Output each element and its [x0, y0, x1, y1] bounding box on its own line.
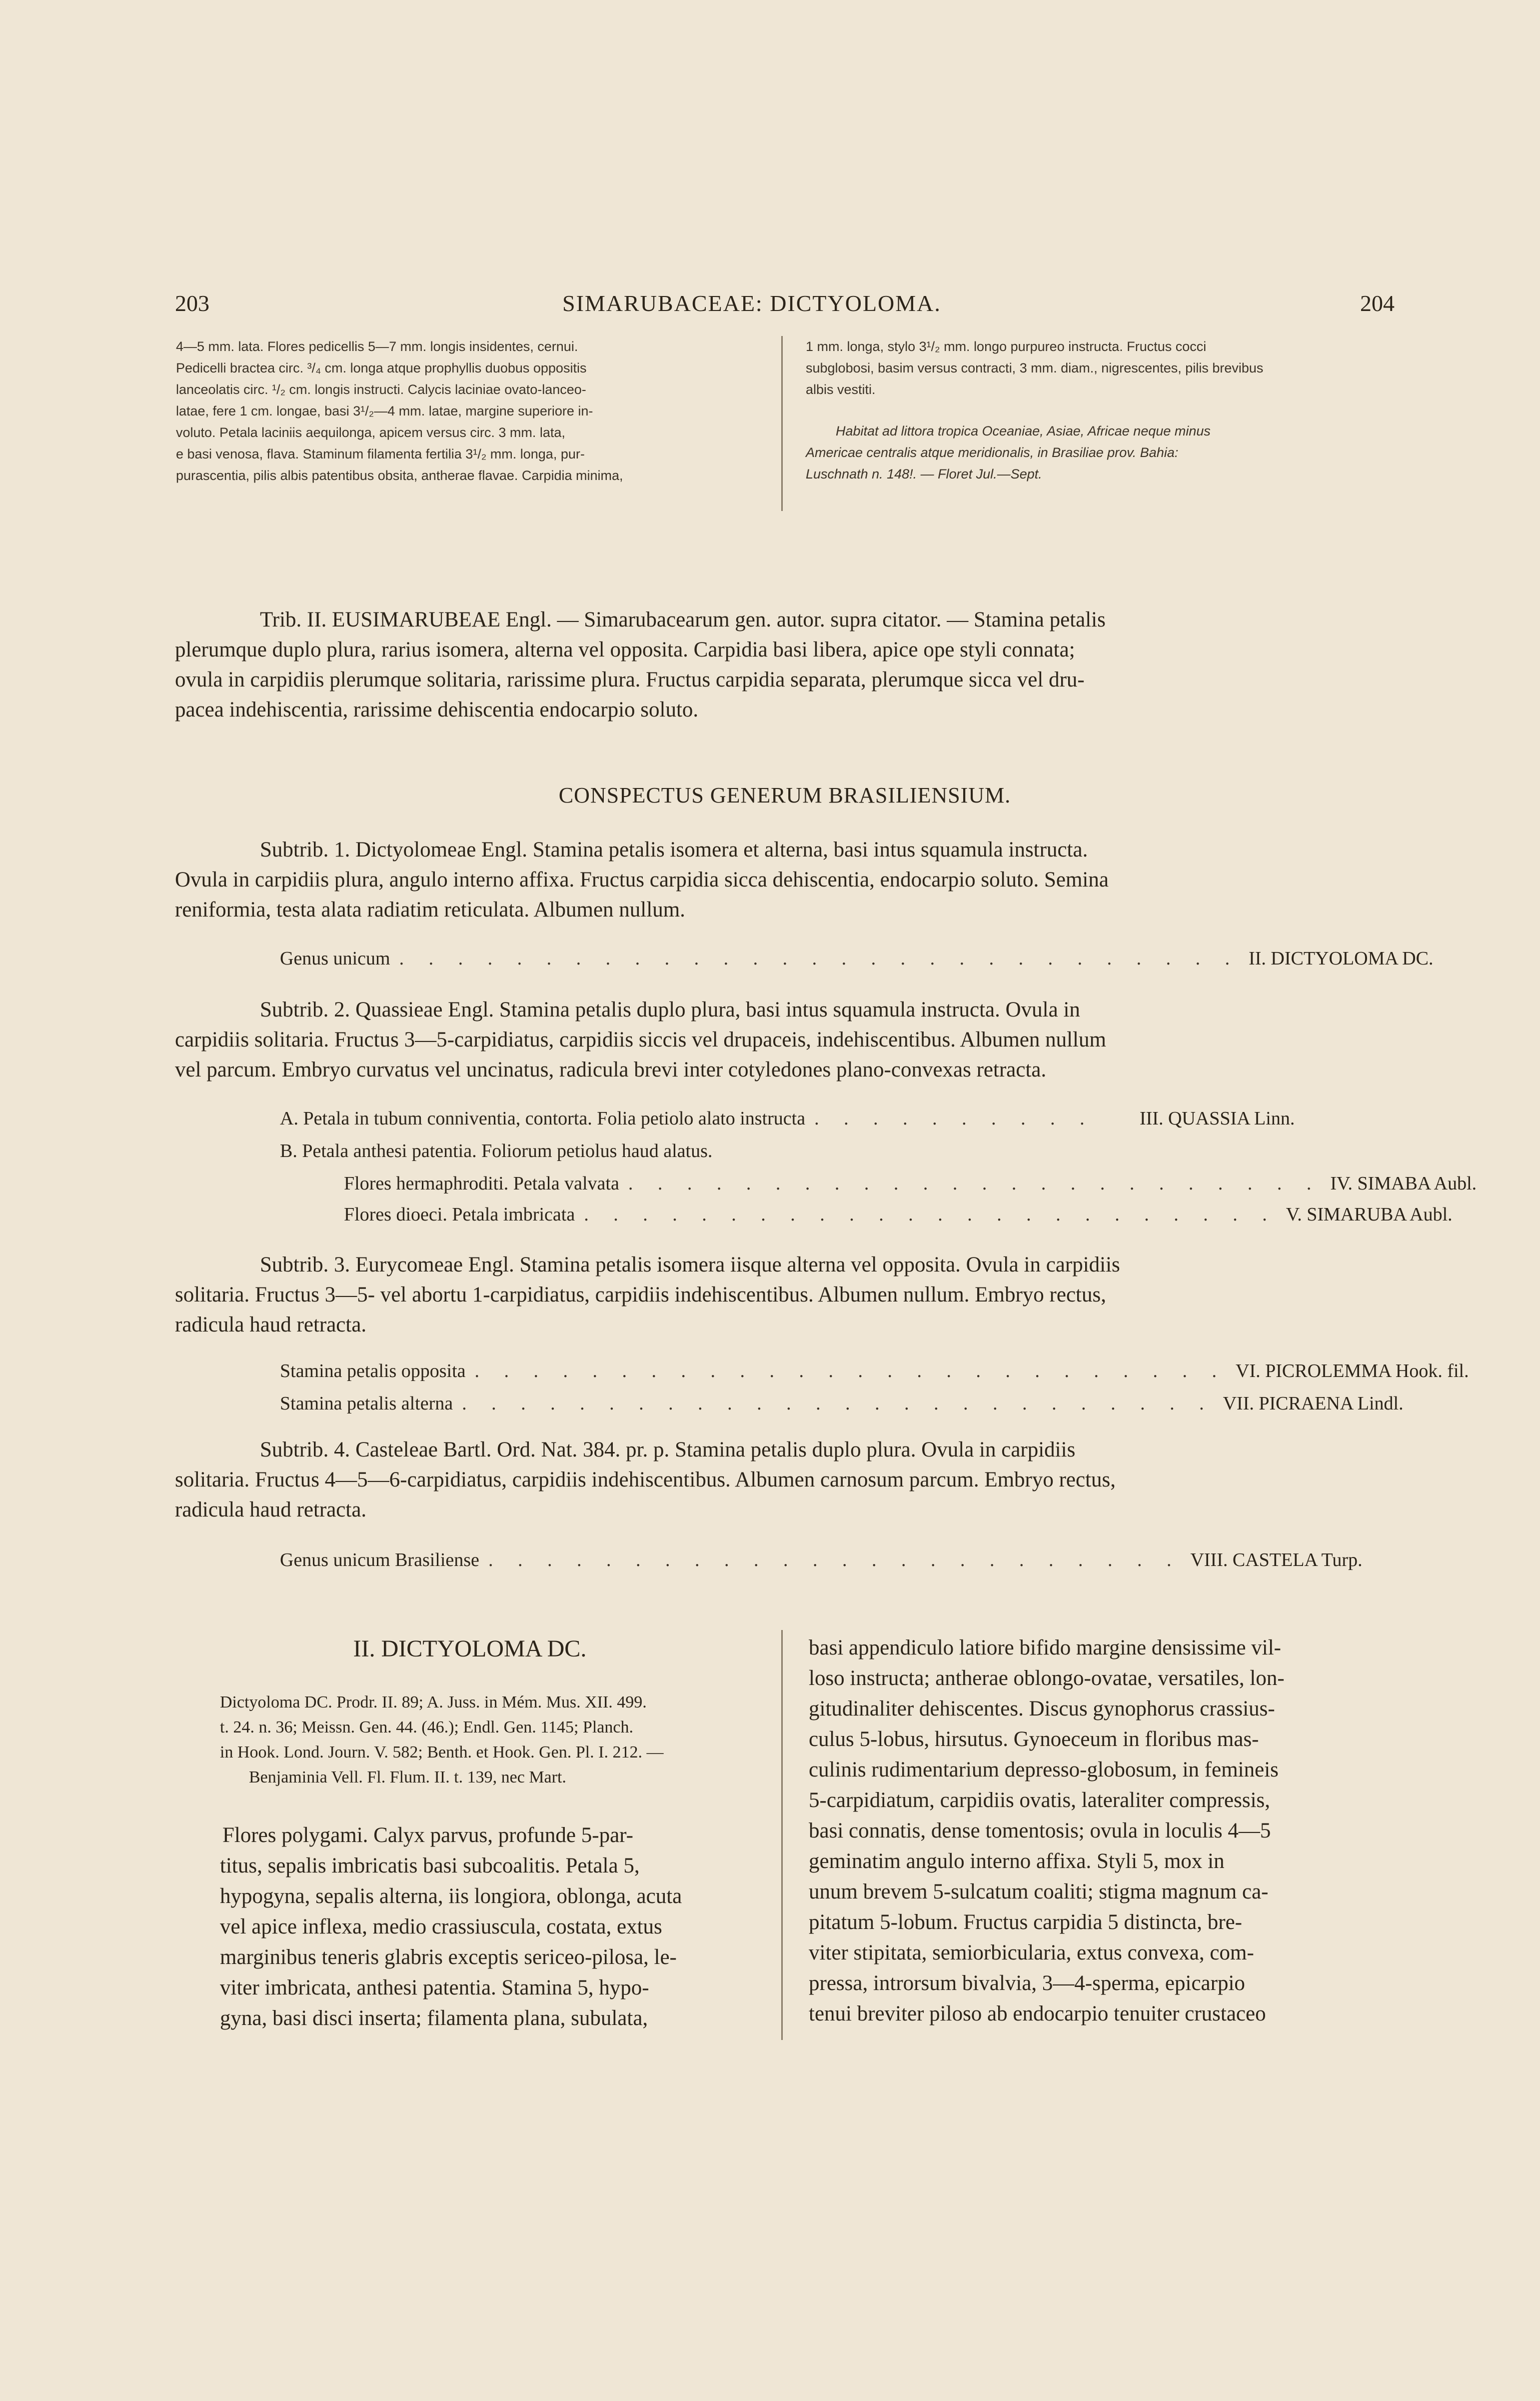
text-line: geminatim angulo interno affixa. Styli 5, mox in	[809, 1850, 1225, 1873]
text-line: vel parcum. Embryo curvatus vel uncinatus, radicula brevi inter cotyledones plano-convexas retracta.	[175, 1058, 1047, 1082]
genus-description-right	[809, 1632, 1399, 2029]
text-line: purascentia, pilis albis patentibus obsita, antherae flavae. Carpidia minima,	[176, 468, 623, 483]
text-line: voluto. Petala laciniis aequilonga, apicem versus circ. 3 mm. lata,	[176, 425, 565, 440]
running-title: SIMARUBACEAE: DICTYOLOMA.	[562, 290, 941, 316]
key-label: Stamina petalis opposita	[280, 1360, 466, 1382]
key-row	[280, 1392, 1404, 1414]
key-result: VII. PICRAENA Lindl.	[1223, 1393, 1404, 1414]
key-row	[280, 1360, 1469, 1382]
text-line: culus 5-lobus, hirsutus. Gynoeceum in floribus mas-	[809, 1728, 1259, 1751]
key-row	[280, 948, 1434, 970]
leader-dots: . . . . . . . . . . . . . . . . . . . . . . . .	[584, 1204, 1277, 1225]
genus-heading: II. DICTYOLOMA DC.	[353, 1636, 587, 1662]
genus-synonymy	[220, 1690, 765, 1790]
text-line: tenui breviter piloso ab endocarpio tenuiter crustaceo	[809, 2002, 1266, 2026]
key-result: VI. PICROLEMMA Hook. fil.	[1236, 1360, 1469, 1382]
leader-dots: . . . . . . . . . . . . . . . . . . . . . . . . . .	[462, 1393, 1214, 1414]
text-line: Subtrib. 3. Eurycomeae Engl. Stamina petalis isomera iisque alterna vel opposita. Ovula in carpidiis	[260, 1253, 1120, 1276]
leader-dots: . . . . . . . . . . . . . . . . . . . . . . . . . .	[474, 1360, 1227, 1382]
text-line: pitatum 5-lobum. Fructus carpidia 5 distincta, bre-	[809, 1910, 1242, 1934]
text-line: basi connatis, dense tomentosis; ovula in loculis 4—5	[809, 1819, 1271, 1842]
key-result: VIII. CASTELA Turp.	[1190, 1550, 1363, 1570]
subtrib-4	[175, 1435, 1395, 1525]
key-label: B. Petala anthesi patentia. Foliorum petiolus haud alatus.	[280, 1140, 713, 1162]
page-number-left: 203	[175, 290, 209, 316]
subtrib-1	[175, 835, 1395, 925]
top-right-column	[806, 336, 1396, 485]
key-label: Genus unicum	[280, 948, 390, 969]
key-label: Genus unicum Brasiliense	[280, 1550, 479, 1570]
page-number-right: 204	[1360, 290, 1395, 316]
leader-dots: . . . . . . . . . . . . . . . . . . . . . . . .	[488, 1550, 1182, 1570]
text-line: Benjaminia Vell. Fl. Flum. II. t. 139, nec Mart.	[249, 1768, 566, 1786]
text-line: Subtrib. 1. Dictyolomeae Engl. Stamina petalis isomera et alterna, basi intus squamula instructa.	[260, 838, 1088, 862]
column-divider	[781, 1630, 783, 2040]
key-result: II. DICTYOLOMA DC.	[1249, 948, 1434, 969]
text-line: lanceolatis circ. ¹/₂ cm. longis instructi. Calycis laciniae ovato-lanceo-	[176, 382, 586, 397]
text-line: 1 mm. longa, stylo 3¹/₂ mm. longo purpureo instructa. Fructus cocci	[806, 339, 1207, 354]
key-result: V. SIMARUBA Aubl.	[1286, 1204, 1453, 1225]
key-row	[344, 1172, 1477, 1194]
tribe-paragraph	[175, 605, 1395, 725]
text-line: Dictyoloma DC. Prodr. II. 89; A. Juss. in Mém. Mus. XII. 499.	[220, 1693, 647, 1712]
running-header	[175, 290, 1395, 330]
text-line: unum brevem 5-sulcatum coaliti; stigma magnum ca-	[809, 1880, 1269, 1904]
subtrib-2	[175, 995, 1395, 1085]
text-line: culinis rudimentarium depresso-globosum, in femineis	[809, 1758, 1279, 1782]
key-result: III. QUASSIA Linn.	[1140, 1108, 1295, 1129]
text-line: e basi venosa, flava. Staminum filamenta fertilia 3¹/₂ mm. longa, pur-	[176, 446, 585, 462]
habitat-line: Americae centralis atque meridionalis, in Brasiliae prov. Bahia:	[806, 445, 1179, 460]
conspectus-heading: CONSPECTUS GENERUM BRASILIENSIUM.	[558, 783, 1011, 808]
text-line: Ovula in carpidiis plura, angulo interno affixa. Fructus carpidia sicca dehiscentia, endocarpio soluto. Semina	[175, 868, 1109, 892]
text-line: titus, sepalis imbricatis basi subcoalitis. Petala 5,	[220, 1854, 640, 1878]
text-line: Subtrib. 2. Quassieae Engl. Stamina petalis duplo plura, basi intus squamula instructa. Ovula in	[260, 998, 1080, 1022]
subtrib-3	[175, 1250, 1395, 1340]
text-line: Flores polygami. Calyx parvus, profunde 5-par-	[222, 1824, 633, 1847]
key-label: Flores hermaphroditi. Petala valvata	[344, 1173, 619, 1194]
top-left-column	[176, 336, 765, 486]
key-label: Flores dioeci. Petala imbricata	[344, 1204, 575, 1225]
leader-dots: . . . . . . . . . .	[814, 1108, 1095, 1129]
key-row	[280, 1108, 1350, 1130]
text-line: radicula haud retracta.	[175, 1313, 367, 1336]
key-label: Stamina petalis alterna	[280, 1393, 453, 1414]
key-row	[280, 1549, 1363, 1571]
text-line: hypogyna, sepalis alterna, iis longiora, oblonga, acuta	[220, 1884, 682, 1908]
text-line: 4—5 mm. lata. Flores pedicellis 5—7 mm. longis insidentes, cernui.	[176, 339, 578, 354]
text-line: ovula in carpidiis plerumque solitaria, rarissime plura. Fructus carpidia separata, plerumque sicca vel dru-	[175, 668, 1085, 692]
text-line: radicula haud retracta.	[175, 1498, 367, 1522]
text-line: solitaria. Fructus 3—5- vel abortu 1-carpidiatus, carpidiis indehiscentibus. Albumen nullum. Embryo rectus,	[175, 1283, 1106, 1306]
text-line: vel apice inflexa, medio crassiuscula, costata, extus	[220, 1915, 662, 1938]
text-line: basi appendiculo latiore bifido margine densissime vil-	[809, 1636, 1281, 1660]
key-row	[280, 1140, 1350, 1162]
habitat-line: Luschnath n. 148!. — Floret Jul.—Sept.	[806, 466, 1042, 482]
text-line: pressa, introrsum bivalvia, 3—4-sperma, epicarpio	[809, 1972, 1245, 1995]
genus-description-left	[220, 1820, 765, 2034]
habitat-line: Habitat ad littora tropica Oceaniae, Asiae, Africae neque minus	[836, 424, 1211, 438]
text-line: pacea indehiscentia, rarissime dehiscentia endocarpio soluto.	[175, 698, 699, 722]
leader-dots: . . . . . . . . . . . . . . . . . . . . . . . . . . . . .	[399, 948, 1240, 969]
text-line: latae, fere 1 cm. longae, basi 3¹/₂—4 mm. latae, margine superiore in-	[176, 404, 593, 418]
column-divider	[781, 336, 783, 511]
text-line: gitudinaliter dehiscentes. Discus gynophorus crassius-	[809, 1697, 1275, 1720]
text-line: solitaria. Fructus 4—5—6-carpidiatus, carpidiis indehiscentibus. Albumen carnosum parcum. Embryo rectus,	[175, 1468, 1116, 1492]
text-line: Trib. II. EUSIMARUBEAE Engl. — Simarubacearum gen. autor. supra citator. — Stamina petalis	[260, 608, 1106, 632]
text-line: carpidiis solitaria. Fructus 3—5-carpidiatus, carpidiis siccis vel drupaceis, indehiscentibus. Albumen nullum	[175, 1028, 1106, 1052]
text-line: loso instructa; antherae oblongo-ovatae, versatiles, lon-	[809, 1666, 1285, 1690]
text-line: viter stipitata, semiorbicularia, extus convexa, com-	[809, 1941, 1254, 1964]
text-line: t. 24. n. 36; Meissn. Gen. 44. (46.); Endl. Gen. 1145; Planch.	[220, 1718, 633, 1736]
text-line: plerumque duplo plura, rarius isomera, alterna vel opposita. Carpidia basi libera, apice ope styli connata;	[175, 638, 1075, 662]
leader-dots: . . . . . . . . . . . . . . . . . . . . . . . .	[628, 1173, 1322, 1194]
text-line: marginibus teneris glabris exceptis sericeo-pilosa, le-	[220, 1946, 677, 1969]
key-label: A. Petala in tubum conniventia, contorta. Folia petiolo alato instructa	[280, 1108, 806, 1129]
text-line: 5-carpidiatum, carpidiis ovatis, lateraliter compressis,	[809, 1788, 1271, 1812]
text-line: in Hook. Lond. Journ. V. 582; Benth. et Hook. Gen. Pl. I. 212. —	[220, 1743, 664, 1762]
text-line: reniformia, testa alata radiatim reticulata. Albumen nullum.	[175, 898, 685, 922]
text-line: viter imbricata, anthesi patentia. Stamina 5, hypo-	[220, 1976, 649, 2000]
text-line: subglobosi, basim versus contracti, 3 mm. diam., nigrescentes, pilis brevibus	[806, 360, 1264, 376]
text-line: gyna, basi disci inserta; filamenta plana, subulata,	[220, 2006, 648, 2030]
key-result: IV. SIMABA Aubl.	[1330, 1173, 1477, 1194]
text-line: Pedicelli bractea circ. ³/₄ cm. longa atque prophyllis duobus oppositis	[176, 360, 587, 376]
text-line: albis vestiti.	[806, 382, 876, 397]
key-row	[344, 1204, 1453, 1226]
text-line: Subtrib. 4. Casteleae Bartl. Ord. Nat. 384. pr. p. Stamina petalis duplo plura. Ovula in carpidiis	[260, 1438, 1076, 1462]
